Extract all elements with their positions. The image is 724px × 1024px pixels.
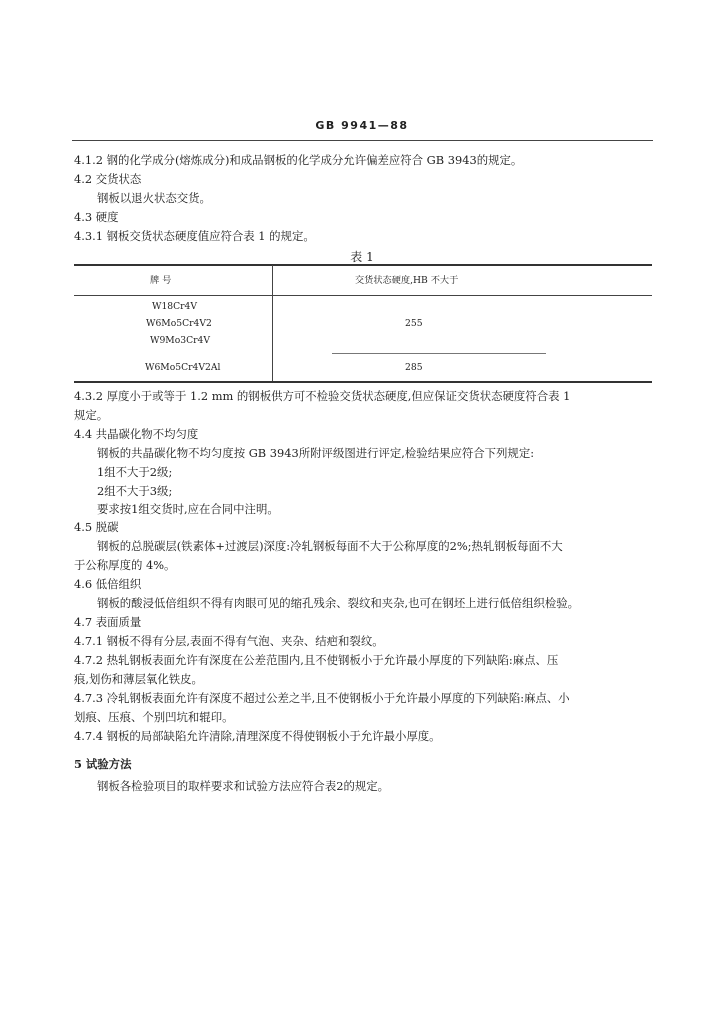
section-4-5-heading: 4.5 脱碳: [74, 520, 119, 534]
decarburization-text: 钢板的总脱碳层(铁素体+过渡层)深度:冷轧钢板每面不大于公称厚度的2%;热轧钢板每面不大: [97, 539, 563, 553]
section-4-7-heading: 4.7 表面质量: [74, 615, 142, 629]
table-grade-cell: W6Mo5Cr4V2: [146, 318, 212, 329]
clause-4-3-2-cont: 规定。: [74, 408, 109, 422]
table-top-rule: [74, 264, 652, 266]
section-4-4-heading: 4.4 共晶碳化物不均匀度: [74, 427, 199, 441]
carbide-group-2: 2组不大于3级;: [97, 484, 173, 498]
clause-4-7-1: 4.7.1 钢板不得有分层,表面不得有气泡、夹杂、结疤和裂纹。: [74, 634, 384, 648]
macrostructure-text: 钢板的酸浸低倍组织不得有肉眼可见的缩孔残余、裂纹和夹杂,也可在钢坯上进行低倍组织检验。: [97, 596, 580, 610]
clause-4-7-2: 4.7.2 热轧钢板表面允许有深度在公差范围内,且不使钢板小于允许最小厚度的下列缺陷:麻点、压: [74, 653, 559, 667]
table-hardness-cell: 285: [405, 362, 423, 373]
table-header-rule: [74, 295, 652, 296]
test-method-text: 钢板各检验项目的取样要求和试验方法应符合表2的规定。: [97, 779, 390, 793]
delivery-state-text: 钢板以退火状态交货。: [97, 191, 211, 205]
table-grade-cell: W9Mo3Cr4V: [150, 335, 210, 346]
carbide-text: 钢板的共晶碳化物不均匀度按 GB 3943所附评级图进行评定,检验结果应符合下列规定:: [97, 446, 535, 460]
standard-header: GB 9941—88: [315, 119, 409, 132]
section-5-heading: 5 试验方法: [74, 757, 132, 771]
carbide-group-1: 1组不大于2级;: [97, 465, 173, 479]
decarburization-text-cont: 于公称厚度的 4%。: [74, 558, 176, 572]
section-4-2-heading: 4.2 交货状态: [74, 172, 142, 186]
carbide-note: 要求按1组交货时,应在合同中注明。: [97, 502, 279, 516]
table-header-grade: 牌 号: [150, 275, 172, 286]
table-bottom-rule: [74, 381, 652, 383]
table-caption: 表 1: [350, 250, 374, 264]
clause-4-7-3-cont: 划痕、压痕、个别凹坑和辊印。: [74, 710, 234, 724]
clause-4-7-2-cont: 痕,划伤和薄层氧化铁皮。: [74, 672, 203, 686]
table-row-rule: [332, 353, 546, 354]
clause-4-7-3: 4.7.3 冷轧钢板表面允许有深度不超过公差之半,且不使钢板小于允许最小厚度的下列缺陷:麻点、小: [74, 691, 570, 705]
table-header-hardness: 交货状态硬度,HB 不大于: [355, 275, 459, 286]
clause-4-3-2: 4.3.2 厚度小于或等于 1.2 mm 的钢板供方可不检验交货状态硬度,但应保证交货状态硬度符合表 1: [74, 389, 571, 403]
section-4-6-heading: 4.6 低倍组织: [74, 577, 142, 591]
clause-4-3-1: 4.3.1 钢板交货状态硬度值应符合表 1 的规定。: [74, 229, 315, 243]
table-grade-cell: W18Cr4V: [152, 301, 198, 312]
clause-4-1-2: 4.1.2 钢的化学成分(熔炼成分)和成品钢板的化学成分允许偏差应符合 GB 3943的规定。: [74, 153, 523, 167]
table-column-divider: [272, 265, 273, 381]
clause-4-7-4: 4.7.4 钢板的局部缺陷允许清除,清理深度不得使钢板小于允许最小厚度。: [74, 729, 441, 743]
header-rule: [72, 140, 653, 141]
section-4-3-heading: 4.3 硬度: [74, 210, 119, 224]
table-hardness-cell: 255: [405, 318, 423, 329]
table-grade-cell: W6Mo5Cr4V2Al: [145, 362, 221, 373]
